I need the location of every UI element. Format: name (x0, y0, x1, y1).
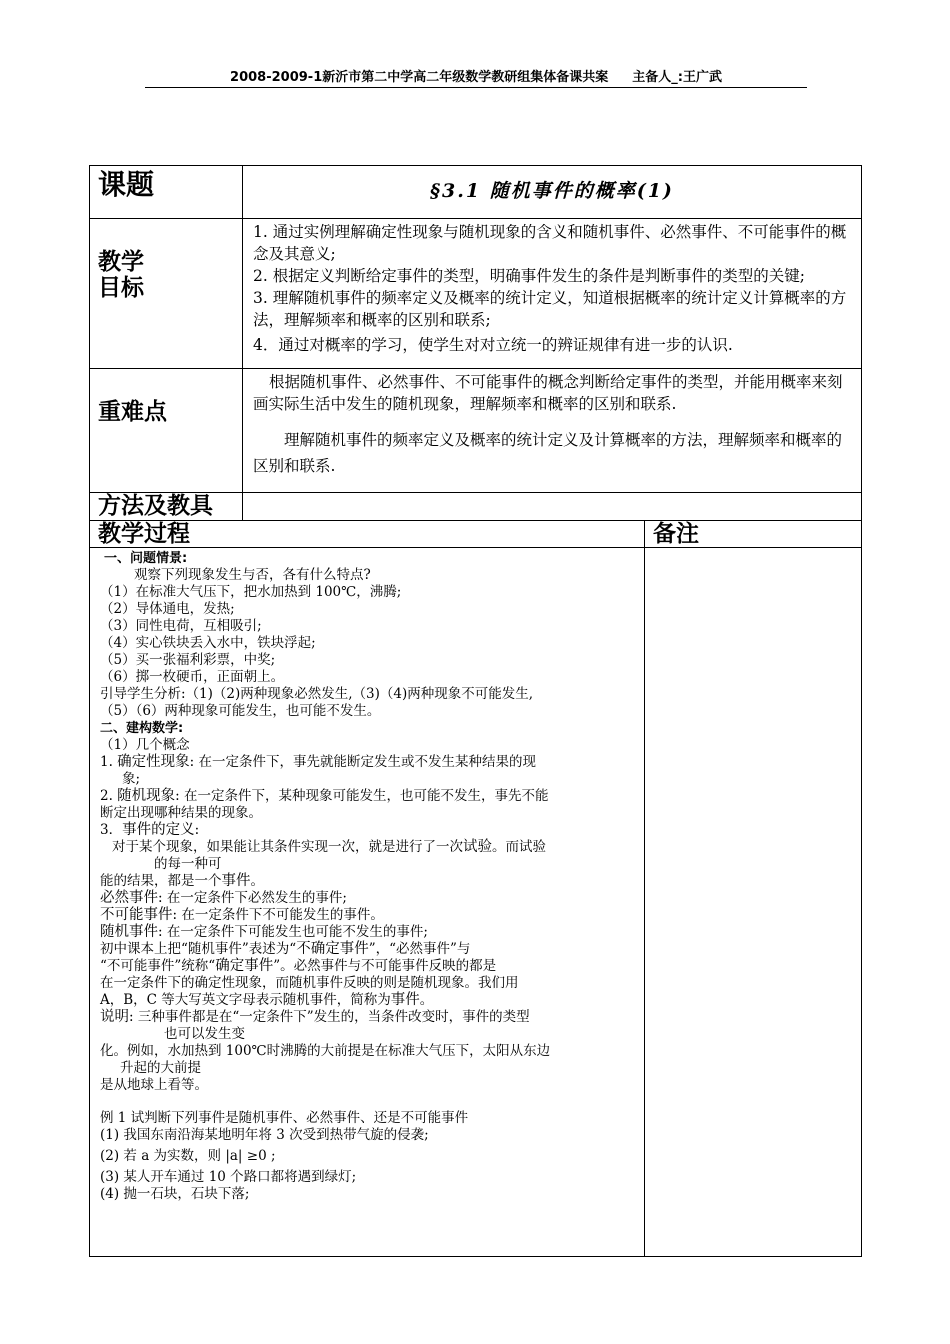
remark-text-1: : 三种事件都是在“一定条件下”发生的，当条件改变时，事件的类型 (129, 1009, 530, 1025)
certain-event-term: 确定事件 (215, 958, 274, 974)
definition-3-term: 事件的定义 (122, 822, 195, 838)
remark-term: 说明 (100, 1009, 129, 1025)
impossible-event-text: : 在一定条件下不可能发生的事件。 (172, 907, 384, 923)
event-definition-line-3 (100, 873, 636, 890)
goals-label-line2: 目标 (98, 275, 144, 301)
definition-2-cont: 断定出现哪种结果的现象。 (100, 805, 262, 821)
section-1-intro: 观察下列现象发生与否，各有什么特点? (134, 567, 371, 583)
definition-2 (100, 788, 636, 805)
goals-content (243, 219, 862, 369)
definition-1-term: 确定性现象 (117, 754, 190, 770)
note-text-1-end: ”，“必然事件”与 (368, 941, 471, 957)
event-definition-line-1 (100, 839, 636, 856)
note-text-4-end: 。 (419, 992, 434, 1008)
topic-label: 课题 (90, 166, 243, 219)
goal-1: 1. 通过实例理解确定性现象与随机现象的含义和随机事件、必然事件、不可能事件的概念及其意义; (253, 223, 847, 263)
definition-1-text: : 在一定条件下，事先就能断定发生或不发生某种结果的现 (189, 754, 537, 770)
definition-1 (100, 754, 636, 771)
example-1-title: 例 1 试判断下列事件是随机事件、必然事件、还是不可能事件 (100, 1110, 469, 1126)
definition-2-term: 随机现象 (117, 788, 176, 804)
remark-line-5: 是从地球上看等。 (100, 1077, 208, 1093)
note-text-1: 初中课本上把“随机事件”表述为“ (100, 941, 297, 957)
section-2-subtitle: （1）几个概念 (100, 737, 190, 753)
phenomenon-3: （3）同性电荷，互相吸引; (100, 618, 262, 634)
event-short-term: 事件 (390, 992, 420, 1008)
note-line-4 (100, 992, 636, 1009)
impossible-event (100, 907, 636, 924)
key-row (90, 369, 862, 493)
definition-1-number: 1. (100, 754, 118, 770)
sure-event (100, 890, 636, 907)
example-1-item-4: (4) 抛一石块，石块下落; (100, 1186, 250, 1202)
notes-label: 备注 (645, 521, 862, 548)
definition-2-text: : 在一定条件下，某种现象可能发生，也可能不发生，事先不能 (175, 788, 549, 804)
note-text-2-end: ”。必然事件与不可能事件反映的都是 (273, 958, 497, 974)
goal-2: 2. 根据定义判断给定事件的类型，明确事件发生的条件是判断事件的类型的关键; (253, 267, 805, 285)
note-line-1 (100, 941, 636, 958)
header-author: 主备人_:王广武 (632, 70, 722, 85)
goals-row (90, 219, 862, 369)
lesson-plan-table (89, 165, 862, 1257)
event-definition-text: 对于某个现象，如果能让其条件实现一次，就是进行了一次 (112, 839, 463, 855)
analysis-line-2: （5）（6）两种现象可能发生，也可能不发生。 (100, 703, 381, 719)
example-1-item-3: (3) 某人开车通过 10 个路口都将遇到绿灯; (100, 1169, 357, 1185)
header-course-info: 2008-2009-1新沂市第二中学高二年级数学教研组集体备课共案 (230, 70, 609, 85)
definition-3 (100, 822, 636, 839)
goal-3: 3. 理解随机事件的频率定义及概率的统计定义，知道根据概率的统计定义计算概率的方法，理解频率和概率的区别和联系; (253, 289, 847, 329)
key-content (243, 369, 862, 493)
example-1-item-2: (2) 若 a 为实数，则 |a| ≥0 ; (100, 1148, 276, 1164)
remark-line-1 (100, 1009, 636, 1026)
goals-label-line1: 教学 (98, 249, 144, 275)
note-text-4: A，B，C 等大写英文字母表示随机事件，简称为 (100, 992, 391, 1008)
goals-label (90, 219, 243, 369)
section-1-title: 一、问题情景: (104, 551, 188, 566)
random-event-text: : 在一定条件下可能发生也可能不发生的事件; (158, 924, 428, 940)
definition-3-colon: : (194, 822, 200, 838)
process-label: 教学过程 (90, 521, 645, 548)
event-definition-line-2: 的每一种可 (154, 856, 222, 872)
notes-content (645, 548, 862, 1257)
key-label: 重难点 (90, 369, 243, 493)
trial-term: 试验 (463, 839, 492, 855)
phenomenon-5: （5）买一张福利彩票，中奖; (100, 652, 276, 668)
methods-row (90, 493, 862, 521)
event-definition-text-3-end: 。 (250, 873, 264, 889)
impossible-event-term: 不可能事件 (100, 907, 173, 923)
phenomenon-1: （1）在标准大气压下，把水加热到 100℃，沸腾; (100, 584, 402, 600)
event-definition-text-3: 能的结果，都是一个 (100, 873, 222, 889)
process-row (90, 548, 862, 1257)
key-point-2: 理解随机事件的频率定义及概率的统计定义及计算概率的方法，理解频率和概率的区别和联系. (253, 431, 843, 475)
methods-label: 方法及教具 (90, 493, 243, 521)
note-text-2: “不可能事件”统称“ (100, 958, 216, 974)
note-line-3: 在一定条件下的确定性现象，而随机事件反映的则是随机现象。我们用 (100, 975, 519, 991)
topic-value: §3.1 随机事件的概率(1) (243, 166, 862, 219)
sure-event-term: 必然事件 (100, 890, 158, 906)
remark-line-4: 升起的大前提 (120, 1060, 201, 1076)
random-event-term: 随机事件 (100, 924, 158, 940)
example-1-item-1: (1) 我国东南沿海某地明年将 3 次受到热带气旋的侵袭; (100, 1127, 429, 1143)
remark-line-2: 也可以发生变 (164, 1026, 245, 1042)
event-term: 事件 (221, 873, 251, 889)
topic-row (90, 166, 862, 219)
process-content (90, 548, 645, 1257)
phenomenon-6: （6）掷一枚硬币，正面朝上。 (100, 669, 285, 685)
random-event (100, 924, 636, 941)
analysis-line-1: 引导学生分析:（1)（2)两种现象必然发生,（3)（4)两种现象不可能发生, (100, 686, 534, 702)
uncertain-event-term: 不确定事件 (296, 941, 369, 957)
note-line-2 (100, 958, 636, 975)
page-header (145, 66, 807, 88)
key-point-1: 根据随机事件、必然事件、不可能事件的概念判断给定事件的类型，并能用概率来刻画实际生活中发生的随机现象，理解频率和概率的区别和联系. (253, 373, 843, 413)
goal-4: 4．通过对概率的学习，使学生对对立统一的辨证规律有进一步的认识. (253, 336, 733, 354)
definition-3-number: 3． (100, 822, 123, 838)
sure-event-text: : 在一定条件下必然发生的事件; (158, 890, 347, 906)
section-2-title: 二、建构数学: (100, 721, 184, 736)
process-header-row (90, 521, 862, 548)
phenomenon-4: （4）实心铁块丢入水中，铁块浮起; (100, 635, 316, 651)
remark-line-3: 化。例如，水加热到 100℃时沸腾的大前提是在标准大气压下，太阳从东边 (100, 1043, 551, 1059)
phenomenon-2: （2）导体通电，发热; (100, 601, 235, 617)
definition-1-cont: 象; (122, 771, 141, 787)
event-definition-text-end: 。而试验 (492, 839, 546, 855)
definition-2-number: 2. (100, 788, 118, 804)
methods-content (243, 493, 862, 521)
